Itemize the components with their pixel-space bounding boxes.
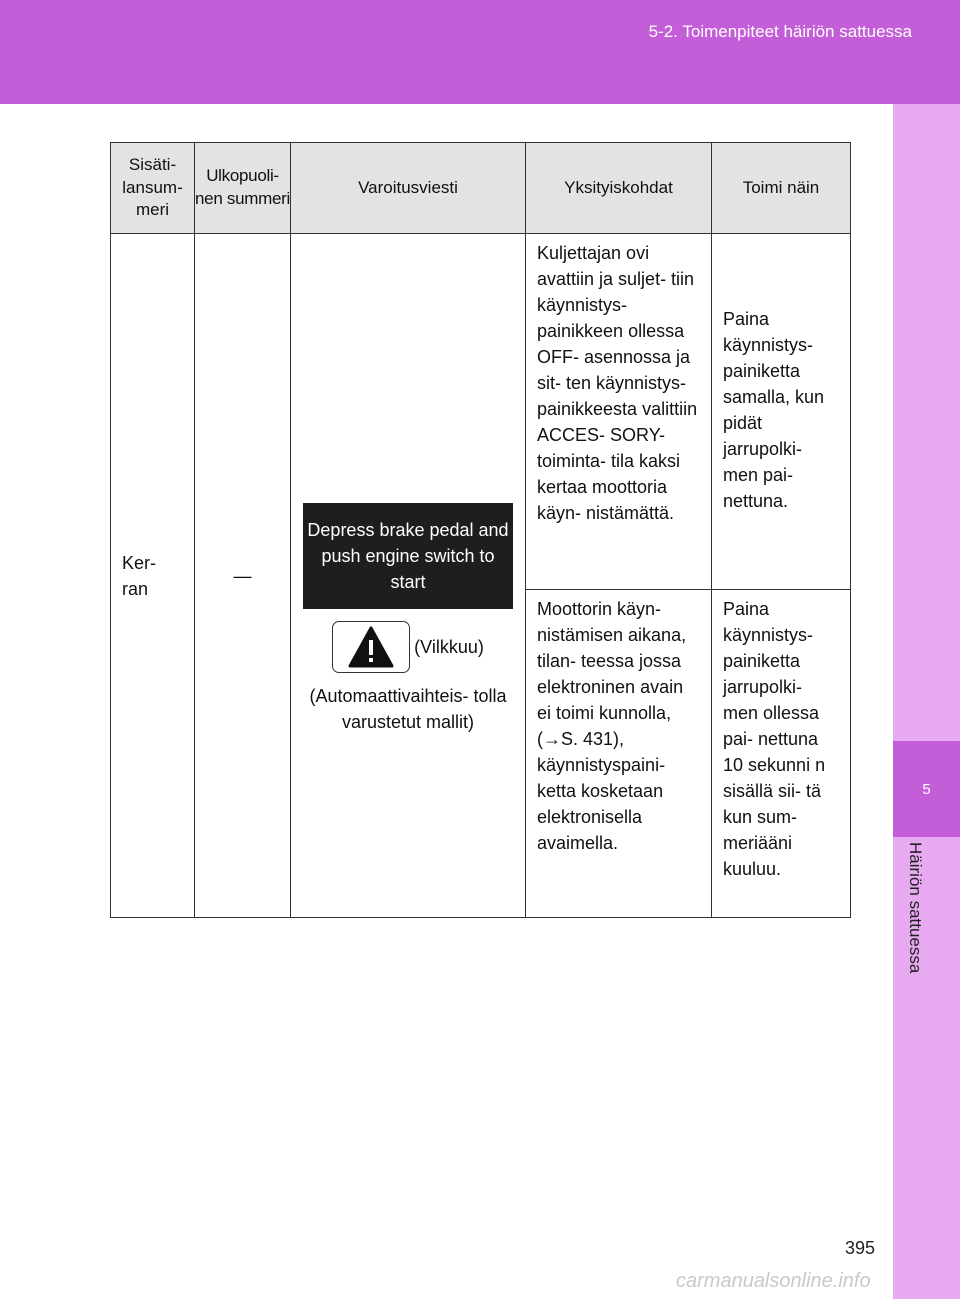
watermark: carmanualsonline.info (676, 1270, 871, 1292)
chapter-title: Häiriön sattuessa (906, 842, 925, 974)
chapter-number-tab (893, 741, 960, 837)
internal-buzzer-value: Ker- ran (122, 552, 157, 599)
page-header (0, 0, 960, 104)
details-cell: Moottorin käyn- nistämisen aikana, tilan- teessa jossa elektroninen avain ei toimi kunnolla, (→S. 431), käynnistyspaini- ketta kosketaan elektronisella avaimella. (526, 590, 712, 918)
table-row (111, 234, 851, 590)
header-warning-message: Varoitusviesti (291, 143, 526, 234)
chapter-number: 5 (922, 780, 931, 798)
page-number: 395 (845, 1238, 876, 1258)
header-internal-buzzer: Sisäti- lansum- meri (111, 143, 195, 234)
table-header-row (111, 143, 851, 234)
header-action: Toimi näin (712, 143, 851, 234)
action-cell: Paina käynnistys- painiketta jarrupolki- men ollessa pai- nettuna 10 sekunni n sisällä sii- tä kun sum- meriääni kuuluu. (712, 590, 851, 918)
internal-buzzer-cell (111, 234, 195, 918)
warning-triangle-icon (332, 621, 410, 673)
side-tab (893, 104, 960, 1299)
action-cell: Paina käynnistys- painiketta samalla, kun pidät jarrupolki- men pai- nettuna. (712, 234, 851, 590)
flash-indicator (295, 621, 521, 673)
flash-label: (Vilkkuu) (414, 636, 484, 657)
external-buzzer-value: — (233, 565, 252, 586)
header-external-buzzer: Ulkopuoli- nen summeri (195, 143, 291, 234)
external-buzzer-cell (195, 234, 291, 918)
details-cell: Kuljettajan ovi avattiin ja suljet- tiin käynnistys- painikkeen ollessa OFF- asennossa ja sit- ten käynnistys- painikkeesta valittiin ACCES- SORY-toiminta- tila kaksi kertaa moottoria käyn- nistämättä. (526, 234, 712, 590)
section-title: 5-2. Toimenpiteet häiriön sattuessa (648, 22, 912, 41)
models-caption: (Automaattivaihteis- tolla varustetut mallit) (309, 685, 507, 732)
warning-message-cell (291, 234, 526, 918)
screen-message: Depress brake pedal and push engine switch to start (303, 503, 513, 609)
warning-table (110, 142, 851, 918)
header-details: Yksityiskohdat (526, 143, 712, 234)
